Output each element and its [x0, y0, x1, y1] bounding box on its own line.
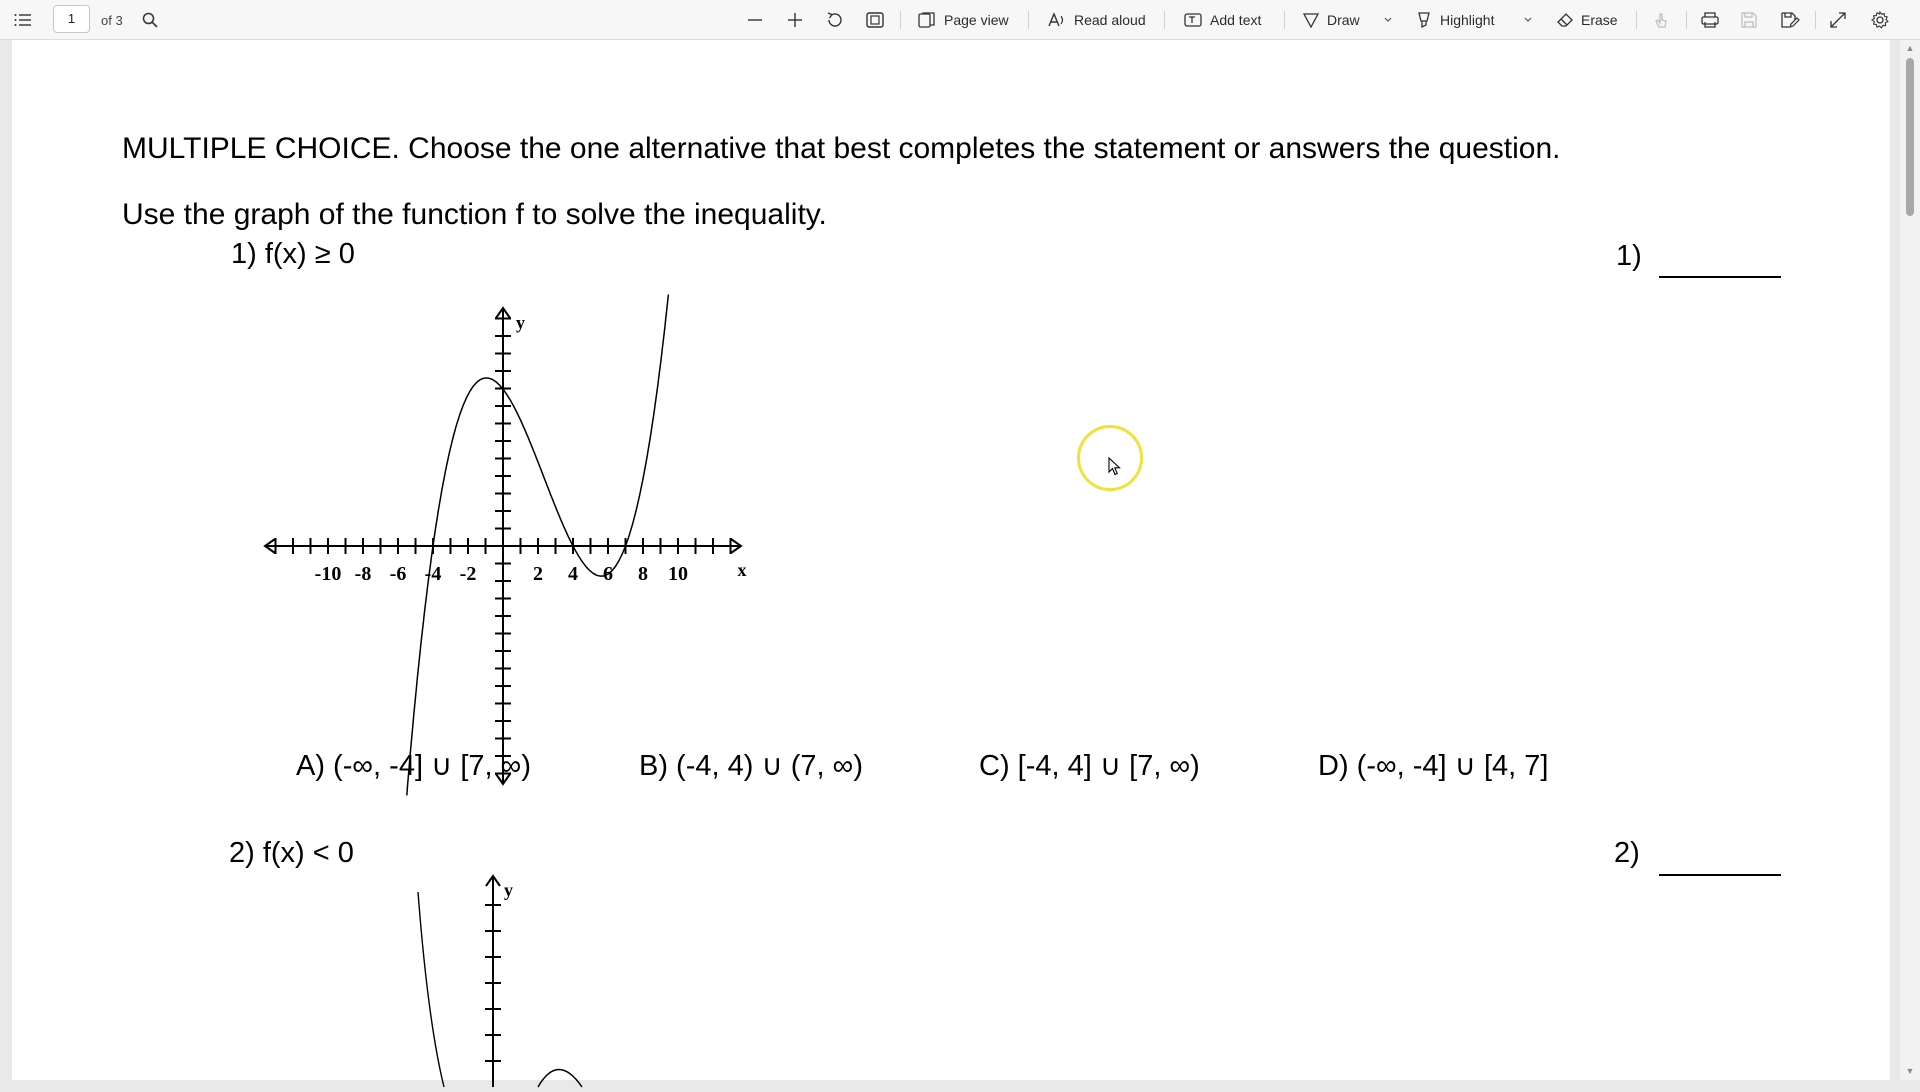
page-view-icon — [918, 12, 936, 28]
eraser-icon — [1557, 12, 1573, 28]
instructions-heading: MULTIPLE CHOICE. Choose the one alternative that best completes the statement or answers the question. — [122, 132, 1561, 165]
x-tick-label: -6 — [389, 563, 407, 585]
read-aloud-label: Read aloud — [1074, 12, 1146, 28]
page-number-input[interactable]: 1 — [53, 5, 90, 33]
answer-blank-1 — [1659, 276, 1781, 278]
question-1-label: 1) f(x) ≥ 0 — [231, 238, 355, 270]
vertical-scrollbar[interactable] — [1900, 40, 1920, 1080]
question-2-graph — [392, 872, 612, 1092]
save-as-icon[interactable] — [1781, 0, 1799, 40]
add-text-button[interactable] — [1184, 0, 1261, 40]
print-icon[interactable] — [1701, 0, 1719, 40]
save-icon — [1741, 0, 1757, 40]
section-prompt: Use the graph of the function f to solve the inequality. — [122, 198, 827, 231]
highlight-label: Highlight — [1440, 12, 1495, 28]
highlight-button[interactable] — [1416, 0, 1494, 40]
x-tick-label: 8 — [638, 563, 648, 585]
x-tick-label: -10 — [314, 563, 342, 585]
scroll-down-arrow-icon[interactable]: ▼ — [1905, 1066, 1915, 1076]
highlight-icon — [1416, 12, 1432, 28]
read-aloud-icon — [1048, 12, 1066, 28]
x-tick-label: -2 — [459, 563, 477, 585]
page-view-label: Page view — [944, 12, 1009, 28]
add-text-label: Add text — [1210, 12, 1262, 28]
answer-number-1: 1) — [1616, 240, 1642, 272]
zoom-out-icon[interactable] — [747, 0, 763, 40]
y-axis-label: y — [516, 312, 525, 333]
page-total: of 3 — [101, 12, 123, 28]
fit-page-icon[interactable] — [866, 0, 884, 40]
erase-label: Erase — [1581, 12, 1618, 28]
choice-d[interactable]: D) (-∞, -4] ∪ [4, 7] — [1318, 750, 1549, 782]
highlight-options-chevron-down-icon[interactable] — [1523, 0, 1533, 40]
x-tick-label: 6 — [603, 563, 613, 585]
settings-gear-icon[interactable] — [1871, 0, 1889, 40]
document-page — [12, 40, 1890, 1080]
draw-button[interactable] — [1303, 0, 1360, 40]
choice-b[interactable]: B) (-4, 4) ∪ (7, ∞) — [639, 750, 863, 782]
function-curve — [418, 892, 444, 1087]
x-tick-label: 2 — [533, 563, 543, 585]
search-icon[interactable] — [142, 0, 158, 40]
mouse-pointer-icon — [1108, 457, 1122, 477]
erase-button[interactable] — [1557, 0, 1618, 40]
draw-icon — [1303, 12, 1319, 28]
x-tick-label: -8 — [354, 563, 372, 585]
scroll-up-arrow-icon[interactable]: ▲ — [1905, 43, 1915, 53]
answer-blank-2 — [1659, 874, 1781, 876]
choice-a[interactable]: A) (-∞, -4] ∪ [7, ∞) — [296, 750, 531, 782]
rotate-icon[interactable] — [826, 0, 844, 40]
choice-c[interactable]: C) [-4, 4] ∪ [7, ∞) — [979, 750, 1200, 782]
question-1-graph — [262, 273, 747, 783]
y-axis-label: y — [504, 880, 513, 900]
question-2-label: 2) f(x) < 0 — [229, 837, 354, 869]
function-curve-hump — [538, 1070, 582, 1088]
expand-icon[interactable] — [1830, 0, 1846, 40]
answer-number-2: 2) — [1614, 837, 1640, 869]
touch-write-icon — [1653, 0, 1669, 40]
x-tick-label: -4 — [424, 563, 442, 585]
read-aloud-button[interactable] — [1048, 0, 1146, 40]
draw-options-chevron-down-icon[interactable] — [1383, 0, 1393, 40]
zoom-in-icon[interactable] — [787, 0, 803, 40]
pdf-toolbar — [0, 0, 1920, 40]
scrollbar-thumb[interactable] — [1906, 58, 1914, 216]
contents-icon[interactable] — [14, 0, 32, 40]
x-axis-label: x — [737, 560, 747, 580]
x-tick-label: 4 — [568, 563, 578, 585]
page-view-button[interactable] — [918, 0, 1009, 40]
draw-label: Draw — [1327, 12, 1360, 28]
x-tick-label: 10 — [668, 563, 688, 585]
add-text-icon — [1184, 12, 1202, 28]
